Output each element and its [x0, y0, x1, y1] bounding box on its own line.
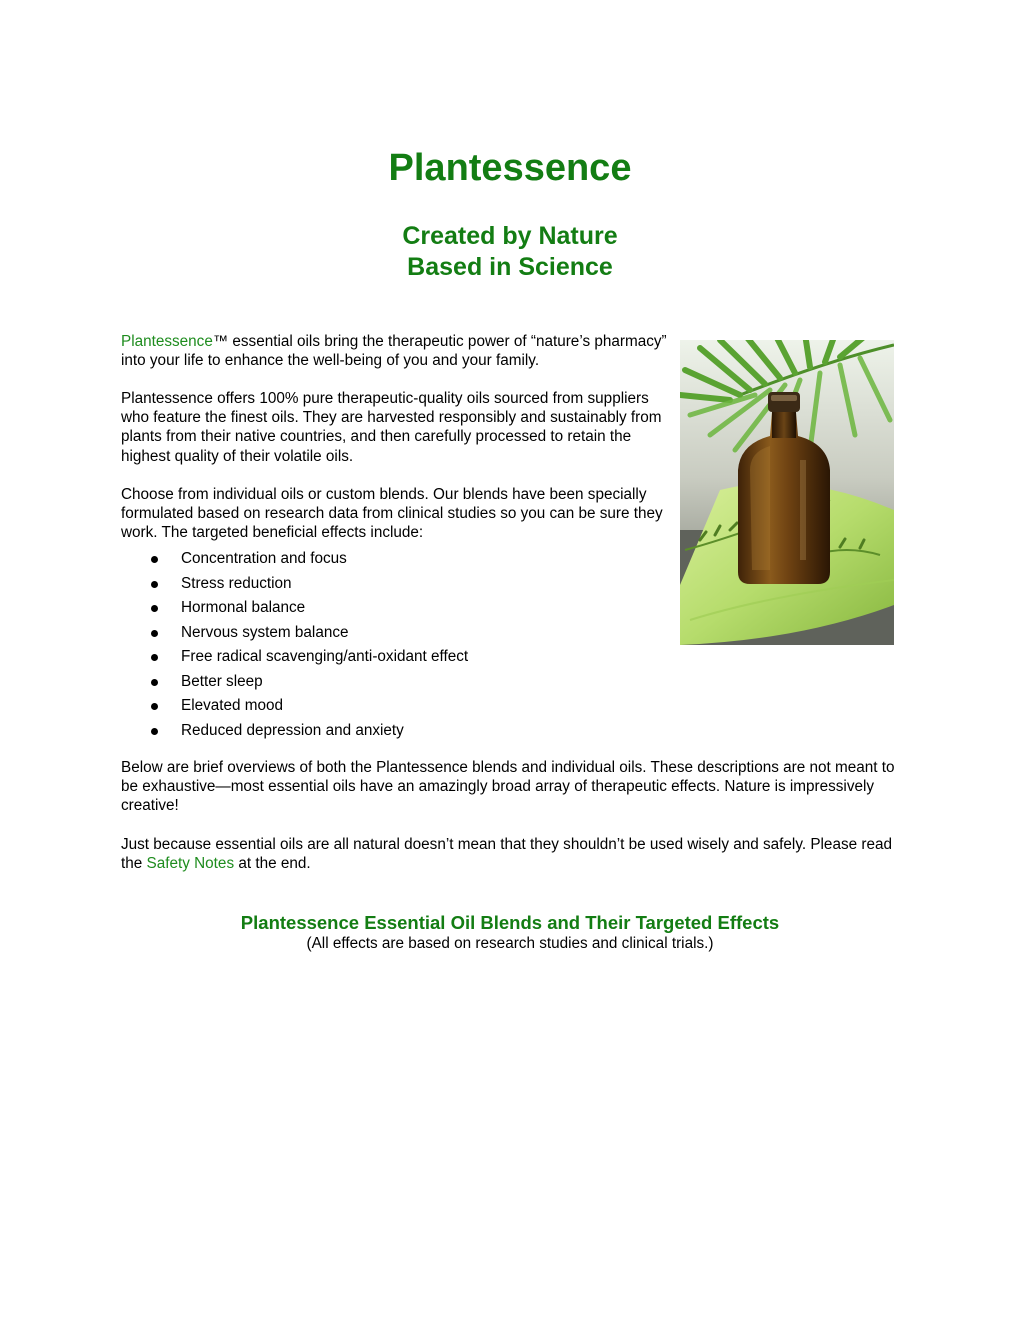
- oil-bottle-illustration: [680, 340, 894, 645]
- effect-label: Better sleep: [181, 672, 263, 690]
- effects-list: [121, 547, 468, 743]
- blends-section-title: Plantessence Essential Oil Blends and Their Targeted Effects: [240, 912, 780, 933]
- subtitle-line-1: Created by Nature: [402, 222, 618, 250]
- safety-notes-link[interactable]: Safety Notes: [146, 855, 235, 873]
- list-item: [121, 645, 468, 670]
- bullet-icon: [151, 679, 158, 686]
- intro-paragraph-2: Plantessence offers 100% pure therapeutic-quality oils sourced from suppliers who feature the finest oils. They are harvested responsibly and sustainably from plants from their native countries, and then carefully processed to retain the highest quality of their volatile oils.: [121, 390, 662, 465]
- effect-label: Concentration and focus: [181, 550, 347, 567]
- list-item: [121, 572, 468, 597]
- effect-label: Nervous system balance: [181, 623, 349, 641]
- plantessence-link[interactable]: Plantessence: [121, 333, 213, 350]
- subtitle-line-2: Based in Science: [407, 253, 613, 281]
- list-item: [121, 694, 468, 719]
- list-item: [121, 596, 468, 621]
- effect-label: Elevated mood: [181, 697, 284, 714]
- list-item: [121, 547, 468, 572]
- effect-label: Reduced depression and anxiety: [181, 721, 404, 739]
- blends-section-note: (All effects are based on research studies and clinical trials.): [306, 935, 714, 952]
- intro-paragraph-3: Choose from individual oils or custom blends. Our blends have been specially formulated based on research data from clinical studies so you can be sure they work. The targeted beneficial effects include:: [121, 486, 663, 542]
- safety-paragraph-start: Just because essential oils are all natural doesn’t mean that they shouldn’t be used wisely and safely. Please read the: [121, 836, 892, 873]
- page-title: Plantessence: [388, 147, 632, 189]
- intro-paragraph-1-text: ™ essential oils bring the therapeutic power of “nature’s pharmacy” into your life to enhance the well-being of you and your family.: [121, 333, 667, 370]
- overview-paragraph: Below are brief overviews of both the Plantessence blends and individual oils. These descriptions are not meant to be exhaustive—most essential oils have an amazingly broad array of therapeutic effects. Nature is impressively creative!: [121, 759, 895, 815]
- list-item: [121, 621, 468, 646]
- effect-label: Stress reduction: [181, 574, 292, 592]
- essential-oil-bottle-photo: [680, 340, 894, 645]
- bullet-icon: [151, 556, 158, 563]
- safety-paragraph-end: at the end.: [234, 855, 311, 873]
- page-subtitle: [0, 221, 1020, 283]
- effect-label: Hormonal balance: [181, 599, 306, 616]
- bullet-icon: [151, 703, 158, 710]
- bullet-icon: [151, 728, 158, 735]
- list-item: [121, 719, 468, 744]
- bullet-icon: [151, 630, 158, 637]
- bullet-icon: [151, 654, 158, 661]
- list-item: [121, 670, 468, 695]
- intro-paragraph-1: [121, 332, 669, 370]
- effect-label: Free radical scavenging/anti-oxidant effect: [181, 648, 469, 665]
- safety-paragraph: [121, 835, 911, 873]
- bullet-icon: [151, 605, 158, 612]
- bullet-icon: [151, 581, 158, 588]
